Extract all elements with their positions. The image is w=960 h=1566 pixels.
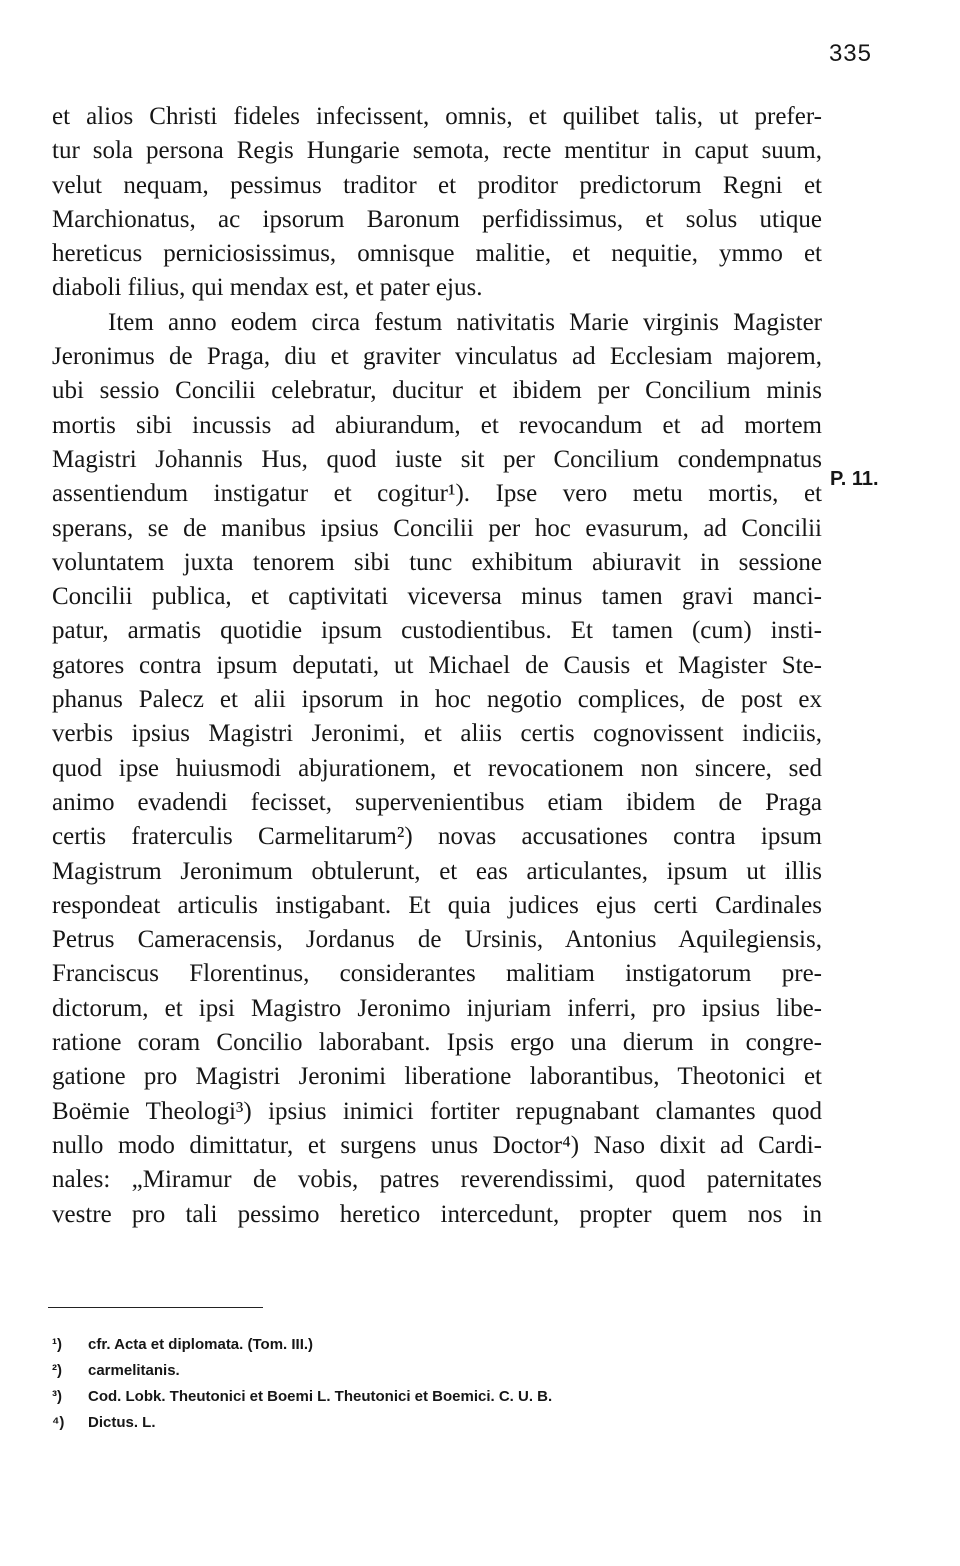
text-line: ubi sessio Concilii celebratur, ducitur et ibidem per Concilium minis — [52, 377, 822, 405]
footnotes — [52, 1332, 752, 1436]
footnote — [52, 1358, 752, 1384]
text-line: sperans, se de manibus ipsius Concilii per hoc evasurum, ad Concilii — [52, 514, 822, 542]
text-line: Franciscus Florentinus, considerantes malitiam instigatorum pre- — [52, 960, 822, 988]
text-line: hereticus perniciosissimus, omnisque malitie, et nequitie, ymmo et — [52, 240, 822, 268]
page-number: 335 — [828, 40, 872, 67]
text-line: Marchionatus, ac ipsorum Baronum perfidissimus, et solus utique — [52, 205, 822, 233]
text-line: Magistri Johannis Hus, quod iuste sit per Concilium condempnatus — [52, 445, 822, 473]
paragraph-2 — [52, 306, 822, 1232]
text-line: vestre pro tali pessimo heretico intercedunt, propter quem nos in — [52, 1200, 822, 1228]
footnote-text: carmelitanis. — [88, 1362, 180, 1379]
text-line: assentiendum instigatur et cogitur¹). Ipse vero metu mortis, et — [52, 480, 822, 508]
footnote-mark: ¹) — [52, 1336, 62, 1353]
text-line: gatione pro Magistri Jeronimi liberatione laborantibus, Theotonici et — [52, 1063, 822, 1091]
text-line: Petrus Cameracensis, Jordanus de Ursinis, Antonius Aquilegiensis, — [52, 926, 822, 954]
footnote-divider — [48, 1307, 263, 1308]
text-line: quod ipse huiusmodi abjurationem, et revocationem non sincere, sed — [52, 754, 822, 782]
text-line: verbis ipsius Magistri Jeronimi, et aliis certis cognovissent indiciis, — [52, 720, 822, 748]
text-line: diaboli filius, qui mendax est, et pater ejus. — [52, 274, 483, 302]
footnote — [52, 1410, 752, 1436]
text-line: respondeat articulis instigabant. Et quia judices ejus certi Cardinales — [52, 891, 822, 919]
footnote — [52, 1332, 752, 1358]
text-line: voluntatem juxta tenorem sibi tunc exhibitum abiuravit in sessione — [52, 548, 822, 576]
margin-page-reference: P. 11. — [830, 468, 879, 490]
text-line: velut nequam, pessimus traditor et proditor predictorum Regni et — [52, 171, 822, 199]
body-text — [52, 100, 822, 1232]
text-line: mortis sibi incussis ad abiurandum, et revocandum et ad mortem — [52, 411, 822, 439]
footnote-text: cfr. Acta et diplomata. (Tom. III.) — [88, 1336, 314, 1353]
text-line: nullo modo dimittatur, et surgens unus Doctor⁴) Naso dixit ad Cardi- — [52, 1131, 822, 1159]
text-line: Concilii publica, et captivitati viceversa minus tamen gravi manci- — [52, 583, 822, 611]
text-line: nales: „Miramur de vobis, patres reverendissimi, quod paternitates — [52, 1166, 822, 1194]
text-line: certis fraterculis Carmelitarum²) novas accusationes contra ipsum — [52, 823, 822, 851]
text-line: dictorum, et ipsi Magistro Jeronimo injuriam inferri, pro ipsius libe- — [52, 994, 822, 1022]
text-line: tur sola persona Regis Hungarie semota, recte mentitur in caput suum, — [52, 137, 822, 165]
footnote-mark: ⁴) — [52, 1414, 65, 1431]
footnote — [52, 1384, 752, 1410]
footnote-text: Dictus. L. — [88, 1414, 156, 1431]
text-line: Boëmie Theologi³) ipsius inimici fortiter repugnabant clamantes quod — [52, 1097, 822, 1125]
footnote-text: Cod. Lobk. Theutonici et Boemi L. Theutonici et Boemici. C. U. B. — [88, 1388, 553, 1405]
text-line: animo evadendi fecisset, supervenientibus etiam ibidem de Praga — [52, 788, 822, 816]
text-line: Jeronimus de Praga, diu et graviter vinculatus ad Ecclesiam majorem, — [52, 343, 822, 371]
footnote-mark: ³) — [52, 1388, 62, 1405]
text-line: et alios Christi fideles infecissent, omnis, et quilibet talis, ut prefer- — [52, 103, 822, 130]
text-line: ratione coram Concilio laborabant. Ipsis ergo una dierum in congre- — [52, 1029, 822, 1057]
text-line: patur, armatis quotidie ipsum custodientibus. Et tamen (cum) insti- — [52, 617, 822, 645]
text-line: Item anno eodem circa festum nativitatis Marie virginis Magister — [108, 308, 822, 336]
footnote-mark: ²) — [52, 1362, 62, 1379]
text-line: Magistrum Jeronimum obtulerunt, et eas articulantes, ipsum ut illis — [52, 857, 822, 885]
text-line: phanus Palecz et alii ipsorum in hoc negotio complices, de post ex — [52, 686, 822, 714]
paragraph-1 — [52, 100, 822, 306]
text-line: gatores contra ipsum deputati, ut Michael de Causis et Magister Ste- — [52, 651, 822, 679]
